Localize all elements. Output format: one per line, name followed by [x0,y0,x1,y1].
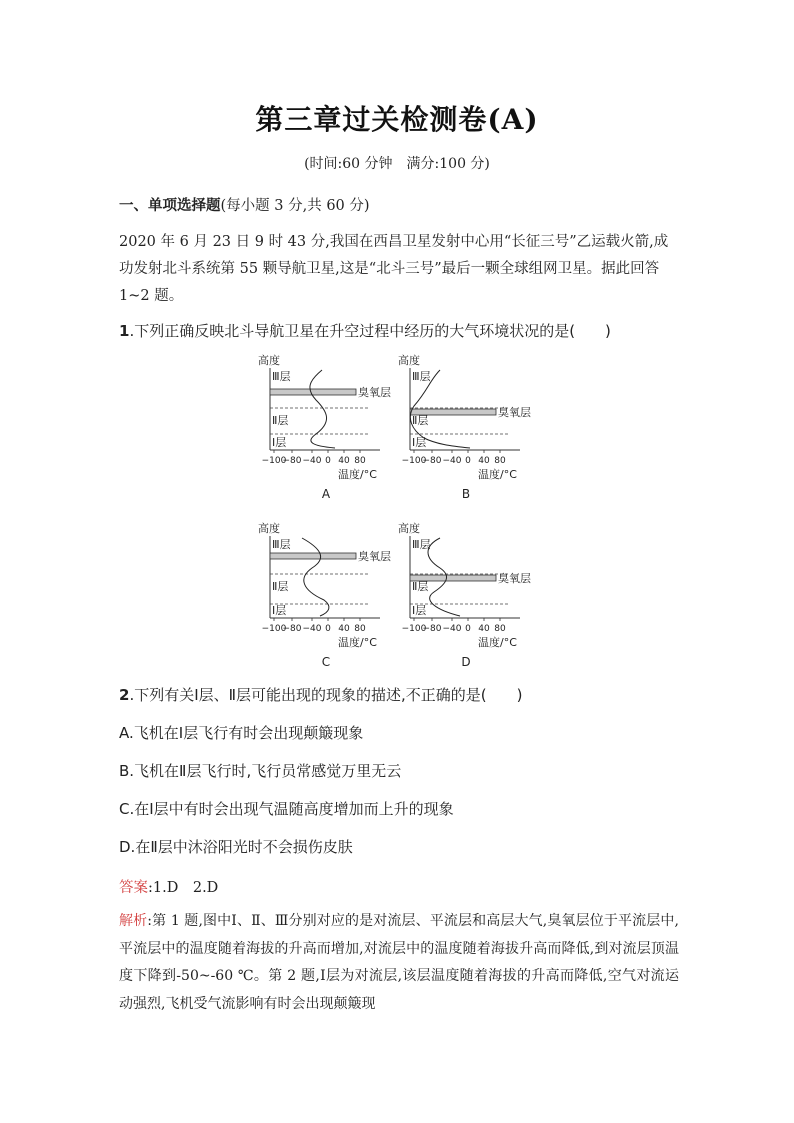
layer-1-label: Ⅰ层 [272,436,287,449]
layer-2-label: Ⅱ层 [412,414,429,427]
x-tick-label: 80 [354,456,366,466]
option-b: B.飞机在Ⅱ层飞行时,飞行员常感觉万里无云 [119,762,402,780]
temperature-curve [310,370,335,448]
panel-a [258,353,391,501]
x-tick-label: 40 [478,624,490,634]
x-tick-label: −100 [401,624,427,634]
x-tick-label: −80 [282,456,302,466]
question-2-number: 2 [119,686,130,704]
panel-label: B [461,487,471,501]
question-2 [119,684,523,705]
ozone-label: 臭氧层 [358,386,391,399]
question-1-text: .下列正确反映北斗导航卫星在升空过程中经历的大气环境状况的是( ) [129,322,611,340]
y-axis-label: 高度 [398,522,420,535]
option-c: C.在Ⅰ层中有时会出现气温随高度增加而上升的现象 [119,800,454,818]
layer-2-label: Ⅱ层 [412,580,429,593]
layer-3-label: Ⅲ层 [412,538,431,551]
x-tick-label: 40 [478,456,490,466]
x-tick-label: −40 [442,624,462,634]
layer-3-label: Ⅲ层 [412,370,431,383]
x-tick-label: −80 [282,624,302,634]
option-d: D.在Ⅱ层中沐浴阳光时不会损伤皮肤 [119,838,353,856]
panel-c [258,521,391,669]
x-tick-label: −100 [401,456,427,466]
x-tick-label: 40 [338,456,350,466]
section-heading [119,194,370,215]
panel-d [398,521,531,669]
question-2-text: .下列有关Ⅰ层、Ⅱ层可能出现的现象的描述,不正确的是( ) [129,686,523,704]
answer-label: 答案 [119,880,148,896]
x-tick-label: 0 [325,624,331,634]
ozone-label: 臭氧层 [498,572,531,585]
layer-1-label: Ⅰ层 [412,436,427,449]
section-title: 单项选择题 [148,197,221,214]
section-note: (每小题 3 分,共 60 分) [220,198,370,214]
layer-2-label: Ⅱ层 [272,414,289,427]
x-tick-label: −40 [302,456,322,466]
option-a: A.飞机在Ⅰ层飞行有时会出现颠簸现象 [119,724,364,742]
x-axis-label: 温度/°C [478,468,517,481]
panel-b [398,353,531,501]
layer-2-label: Ⅱ层 [272,580,289,593]
x-tick-label: −80 [422,456,442,466]
x-tick-label: 0 [465,456,471,466]
layer-3-label: Ⅲ层 [272,370,291,383]
x-tick-label: 40 [338,624,350,634]
x-tick-label: −80 [422,624,442,634]
x-tick-label: 80 [494,456,506,466]
x-axis-label: 温度/°C [478,636,517,649]
x-tick-label: −100 [261,624,287,634]
panel-label: A [321,487,331,501]
x-tick-label: −100 [261,456,287,466]
ozone-band [270,553,356,559]
x-tick-label: −40 [442,456,462,466]
answer-line [119,876,218,897]
x-tick-label: 80 [494,624,506,634]
question-1-number: 1 [119,322,130,340]
x-axis-label: 温度/°C [338,636,377,649]
ozone-label: 臭氧层 [358,550,391,563]
ozone-label: 臭氧层 [498,406,531,419]
x-tick-label: 0 [325,456,331,466]
y-axis-label: 高度 [398,354,420,367]
atmosphere-figure [250,350,550,670]
question-1 [119,320,611,341]
x-tick-label: −40 [302,624,322,634]
ozone-band [270,389,356,395]
layer-1-label: Ⅰ层 [412,604,427,617]
section-number: 一、 [119,197,148,214]
x-axis-label: 温度/°C [338,468,377,481]
answer-text: :1.D 2.D [148,880,219,896]
analysis-paragraph [119,908,679,1018]
layer-3-label: Ⅲ层 [272,538,291,551]
analysis-text: :第 1 题,图中Ⅰ、Ⅱ、Ⅲ分别对应的是对流层、平流层和高层大气,臭氧层位于平流层中,平流层中的温度随着海拔的升高而增加,对流层中的温度随着海拔升高而降低,到对流层顶温度下降到-50~-60 ℃。第 2 题,Ⅰ层为对流层,该层温度随着海拔的升高而降低,空气对流运动强烈,飞机受气流影响有时会出现颠簸现 [119,913,680,1012]
y-axis-label: 高度 [258,354,280,367]
y-axis-label: 高度 [258,522,280,535]
layer-1-label: Ⅰ层 [272,604,287,617]
document-title: 第三章过关检测卷(A) [255,103,539,136]
x-tick-label: 0 [465,624,471,634]
panel-label: C [321,655,331,669]
panel-label: D [461,655,471,669]
analysis-label: 解析 [119,913,148,929]
exam-info: (时间:60 分钟 满分:100 分) [304,156,490,172]
x-tick-label: 80 [354,624,366,634]
intro-paragraph: 2020 年 6 月 23 日 9 时 43 分,我国在西昌卫星发射中心用“长征三号”乙运载火箭,成功发射北斗系统第 55 颗导航卫星,这是“北斗三号”最后一颗全球组网卫星。据此回答 1~2 题。 [119,234,669,304]
